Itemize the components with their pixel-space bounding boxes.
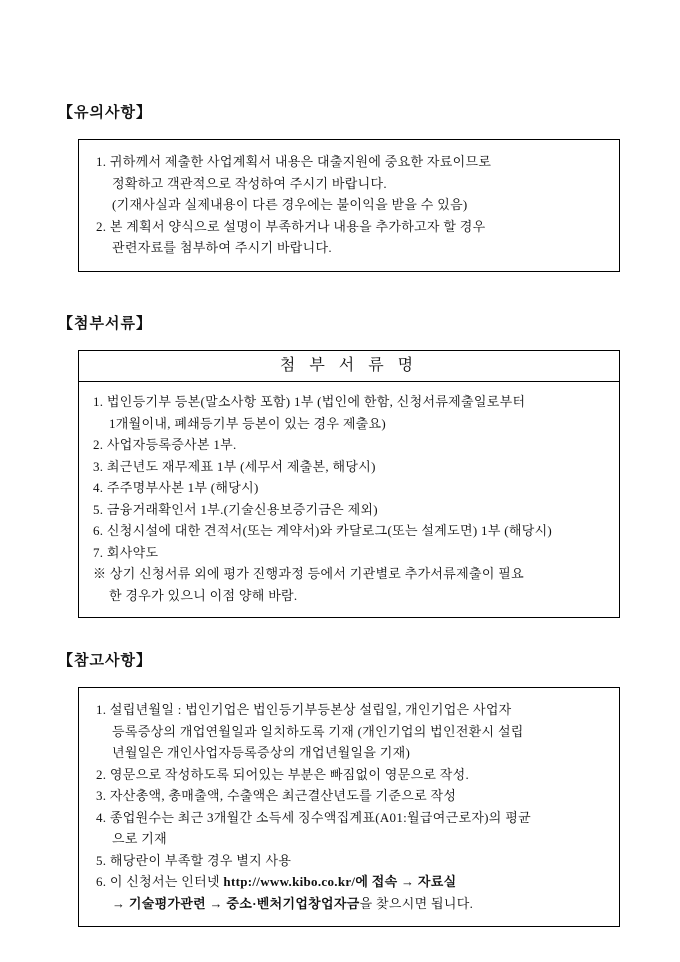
notice-line: 관련자료를 첨부하여 주시기 바랍니다. xyxy=(112,240,332,255)
reference-item: 4. 종업원수는 최근 3개월간 소득세 징수액집계표(A01:월급여근로자)의 평균 xyxy=(96,809,531,825)
notice-line: 2. 본 계획서 양식으로 설명이 부족하거나 내용을 추가하고자 할 경우 xyxy=(96,218,486,234)
notice-box xyxy=(78,139,620,272)
reference-item-link xyxy=(96,871,605,893)
notice-line: 1. 귀하께서 제출한 사업계획서 내용은 대출지원에 중요한 자료이므로 xyxy=(96,154,492,169)
reference-item: 2. 영문으로 작성하도록 되어있는 부분은 빠짐없이 영문으로 작성. xyxy=(96,766,470,782)
reference-box xyxy=(78,687,620,927)
attachment-note: 한 경우가 있으니 이점 양해 바람. xyxy=(109,587,298,603)
reference-item: 년월일은 개인사업자등록증상의 개업년월일을 기재) xyxy=(112,745,411,760)
attachments-section xyxy=(0,314,680,619)
notice-line: (기재사실과 실제내용이 다른 경우에는 불이익을 받을 수 있음) xyxy=(112,197,468,212)
attachment-item: 1개월이내, 폐쇄등기부 등본이 있는 경우 제출요) xyxy=(109,415,387,431)
menu-path-text: → 기술평가관련 → 중소·벤처기업창업자금 xyxy=(112,895,360,911)
website-url-text: http://www.kibo.co.kr/에 접속 → 자료실 xyxy=(223,874,457,889)
reference-item: 5. 해당란이 부족할 경우 별지 사용 xyxy=(96,852,292,868)
notice-line: 정확하고 객관적으로 작성하여 주시기 바랍니다. xyxy=(112,175,387,191)
attachment-item: 1. 법인등기부 등본(말소사항 포함) 1부 (법인에 한함, 신청서류제출일로부터 xyxy=(93,394,526,409)
reference-link-suffix: 을 찾으시면 됩니다. xyxy=(359,895,474,911)
attachments-section-title: 【첨부서류】 xyxy=(58,315,152,332)
notice-section-title: 【유의사항】 xyxy=(58,105,152,121)
reference-item: 등록증상의 개업연월일과 일치하도록 기재 (개인기업의 법인전환시 설립 xyxy=(112,723,524,739)
notice-section xyxy=(0,103,680,272)
attachment-note: ※ 상기 신청서류 외에 평가 진행과정 등에서 기관별로 추가서류제출이 필요 xyxy=(93,566,524,581)
reference-section-title: 【참고사항】 xyxy=(58,653,152,669)
attachments-table xyxy=(78,350,620,619)
reference-item-link-continued xyxy=(96,893,605,915)
attachments-table-body xyxy=(79,382,619,617)
attachment-item: 6. 신청시설에 대한 견적서(또는 계약서)와 카달로그(또는 설계도면) 1부 (해당시) xyxy=(93,523,553,538)
reference-item: 으로 기재 xyxy=(112,831,167,846)
reference-link-prefix: 6. 이 신청서는 인터넷 xyxy=(96,874,224,889)
reference-section xyxy=(0,651,680,927)
attachments-table-header: 첨 부 서 류 명 xyxy=(79,351,619,383)
attachment-item: 4. 주주명부사본 1부 (해당시) xyxy=(93,480,259,495)
attachment-item: 7. 회사약도 xyxy=(93,544,159,560)
reference-item: 1. 설립년월일 : 법인기업은 법인등기부등본상 설립일, 개인기업은 사업자 xyxy=(96,702,512,717)
attachment-item: 2. 사업자등록증사본 1부. xyxy=(93,437,237,452)
attachment-item: 5. 금융거래확인서 1부.(기술신용보증기금은 제외) xyxy=(93,501,378,517)
reference-item: 3. 자산총액, 총매출액, 수출액은 최근결산년도를 기준으로 작성 xyxy=(96,788,457,803)
attachment-item: 3. 최근년도 재무제표 1부 (세무서 제출본, 해당시) xyxy=(93,458,376,474)
